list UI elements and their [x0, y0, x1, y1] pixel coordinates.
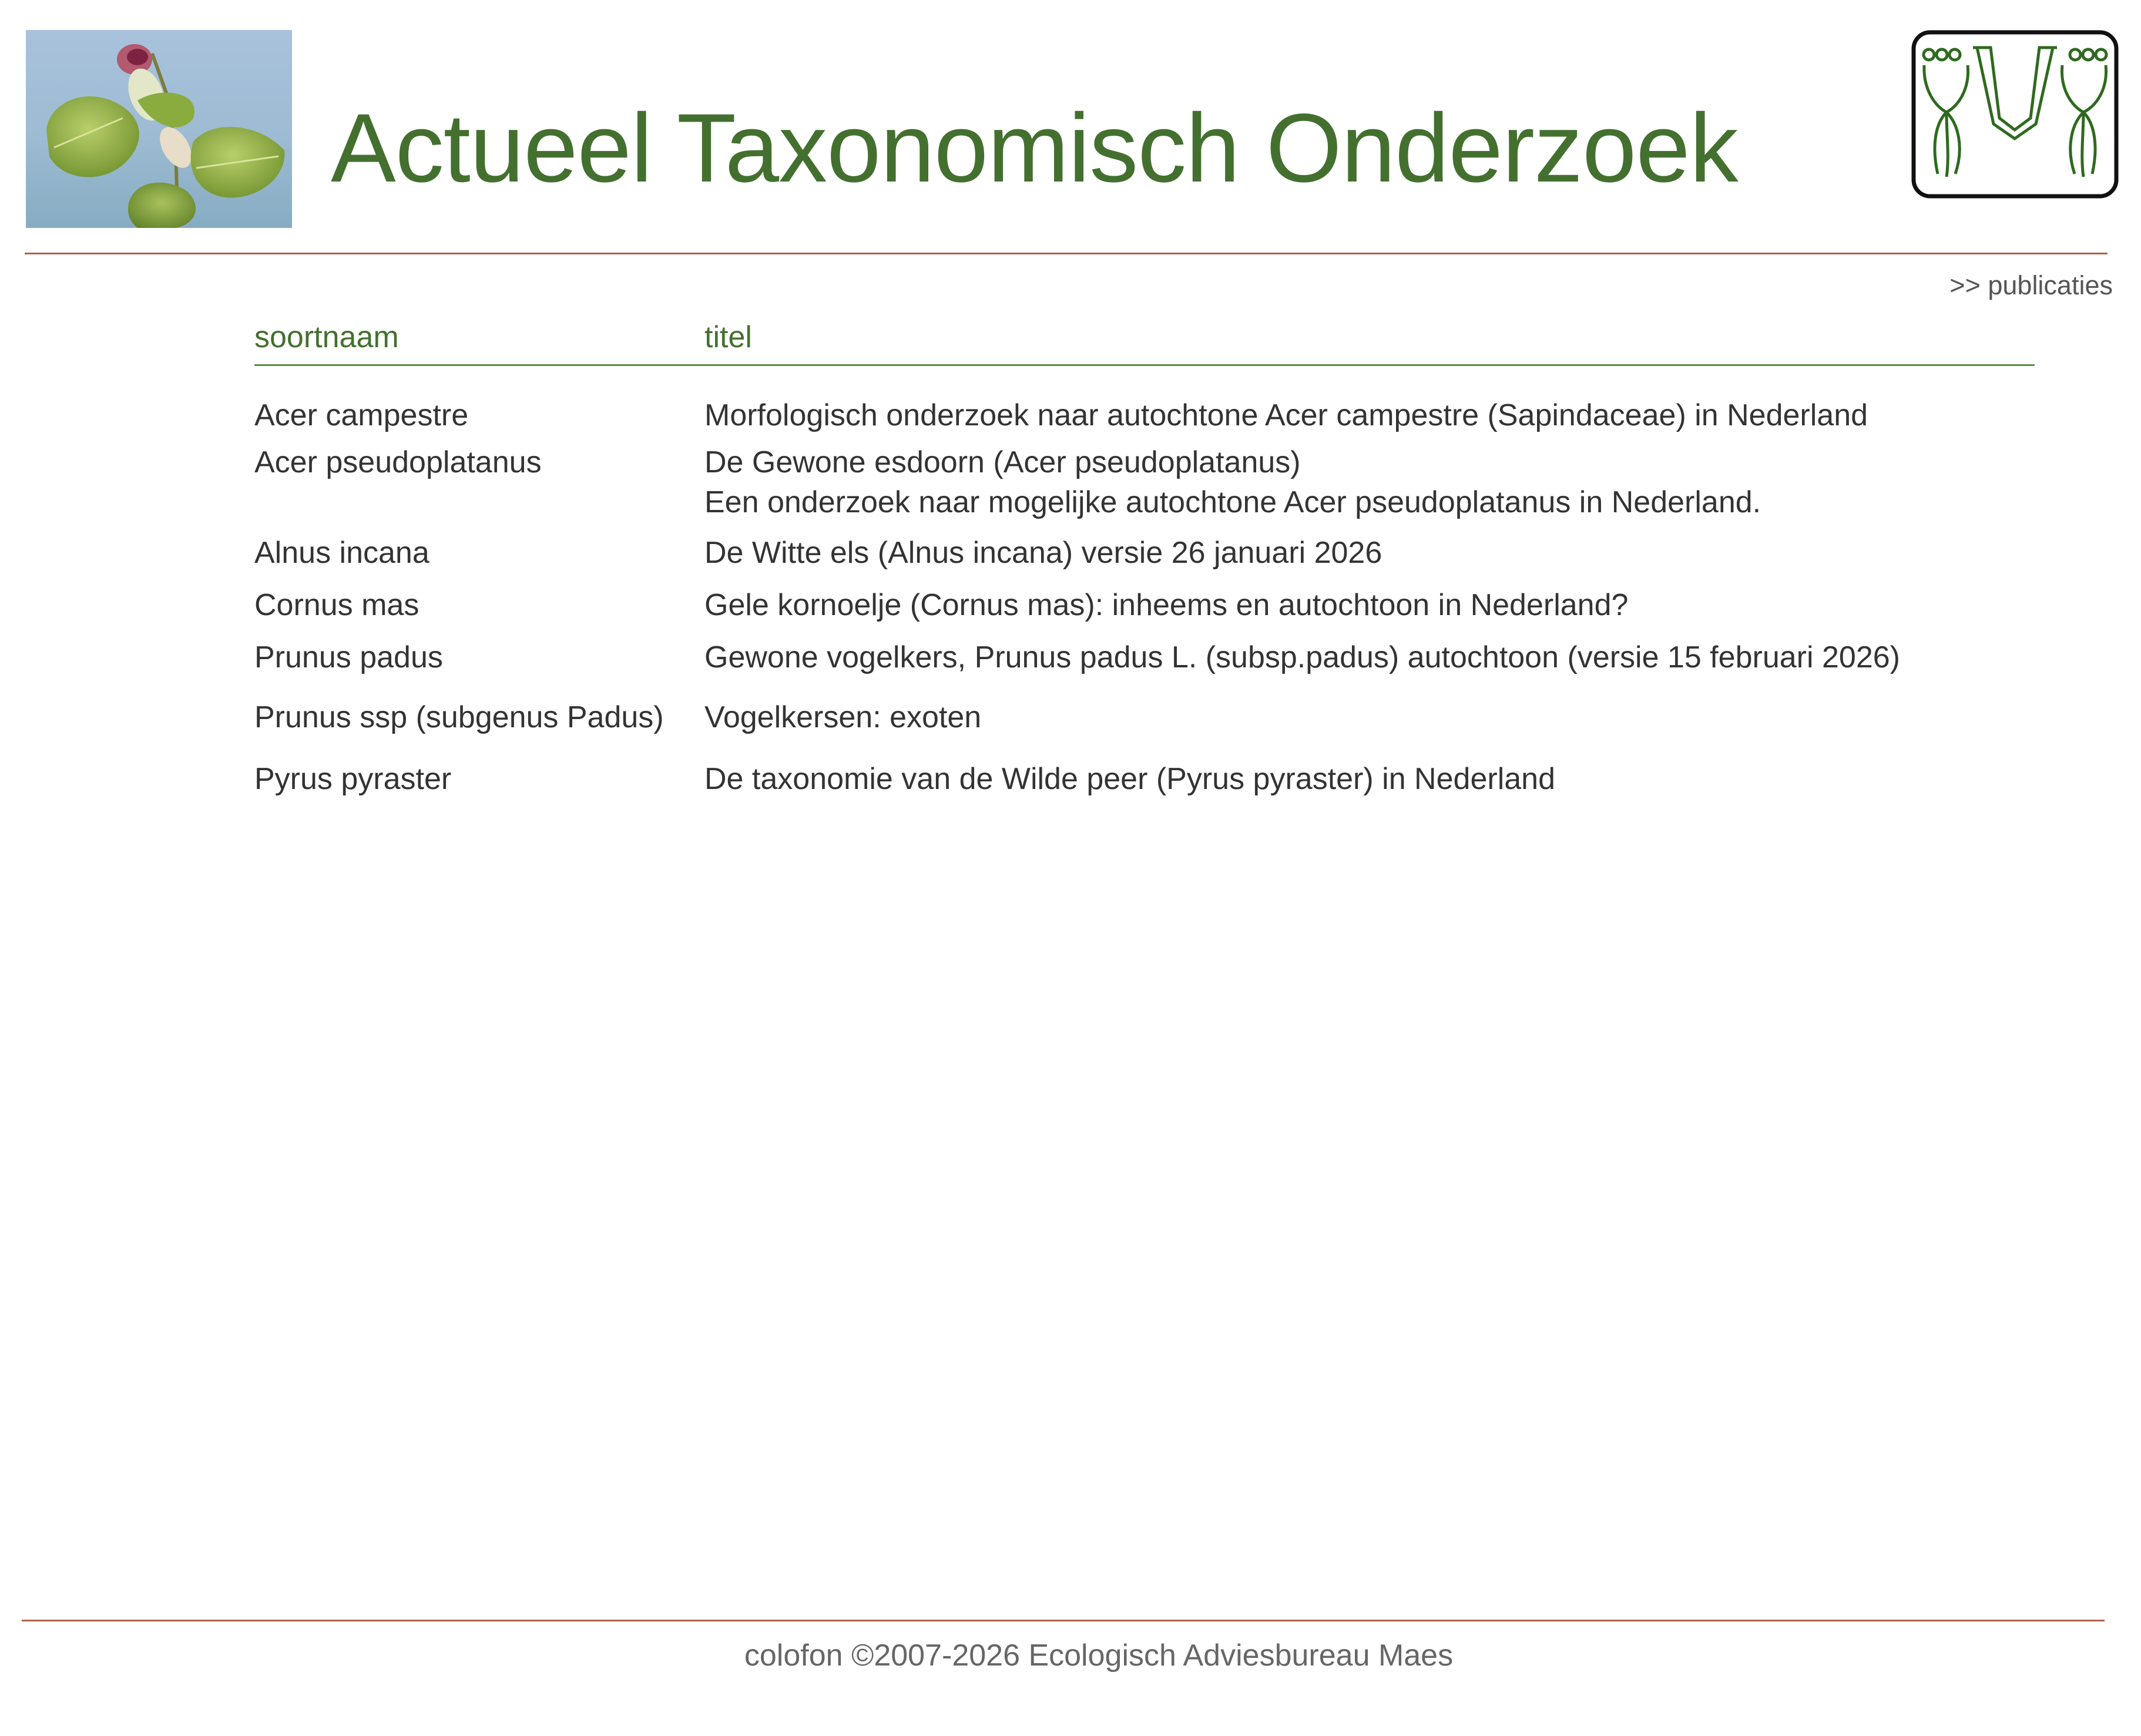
species-name: Cornus mas — [254, 588, 420, 622]
species-name: Acer campestre — [254, 398, 469, 432]
publication-title-link[interactable]: Gewone vogelkers, Prunus padus L. (subsp.padus) autochtoon (versie 15 februari 2026) — [704, 640, 1900, 674]
species-name: Alnus incana — [254, 536, 429, 570]
linden-leaves-photo — [26, 30, 292, 228]
header-divider — [25, 253, 2108, 254]
column-header-soortnaam: soortnaam — [254, 320, 399, 354]
species-name: Prunus padus — [254, 640, 443, 674]
footer-colofon[interactable]: colofon ©2007-2026 Ecologisch Adviesbureau Maes — [744, 1638, 1454, 1673]
monogram-m-logo[interactable] — [1911, 30, 2119, 199]
publication-title-link[interactable]: De Witte els (Alnus incana) versie 26 januari 2026 — [704, 536, 1382, 570]
publication-title-link[interactable]: Morfologisch onderzoek naar autochtone Acer campestre (Sapindaceae) in Nederland — [704, 398, 1868, 432]
page-title: Actueel Taxonomisch Onderzoek — [331, 94, 1738, 203]
publication-title-link[interactable]: Gele kornoelje (Cornus mas): inheems en autochtoon in Nederland? — [704, 588, 1629, 622]
column-header-titel: titel — [704, 320, 752, 354]
publicaties-link[interactable]: >> publicaties — [1949, 270, 2113, 300]
publication-title-link[interactable]: Vogelkersen: exoten — [704, 700, 982, 734]
species-name: Pyrus pyraster — [254, 762, 452, 796]
publication-title-link[interactable]: De taxonomie van de Wilde peer (Pyrus pyraster) in Nederland — [704, 762, 1556, 796]
species-name: Acer pseudoplatanus — [254, 445, 542, 479]
footer-divider — [22, 1620, 2105, 1621]
species-name: Prunus ssp (subgenus Padus) — [254, 700, 664, 734]
publication-title-link[interactable]: Een onderzoek naar mogelijke autochtone Acer pseudoplatanus in Nederland. — [704, 485, 1761, 519]
table-header-divider — [254, 364, 2035, 366]
publication-title-link[interactable]: De Gewone esdoorn (Acer pseudoplatanus) — [704, 445, 1301, 479]
